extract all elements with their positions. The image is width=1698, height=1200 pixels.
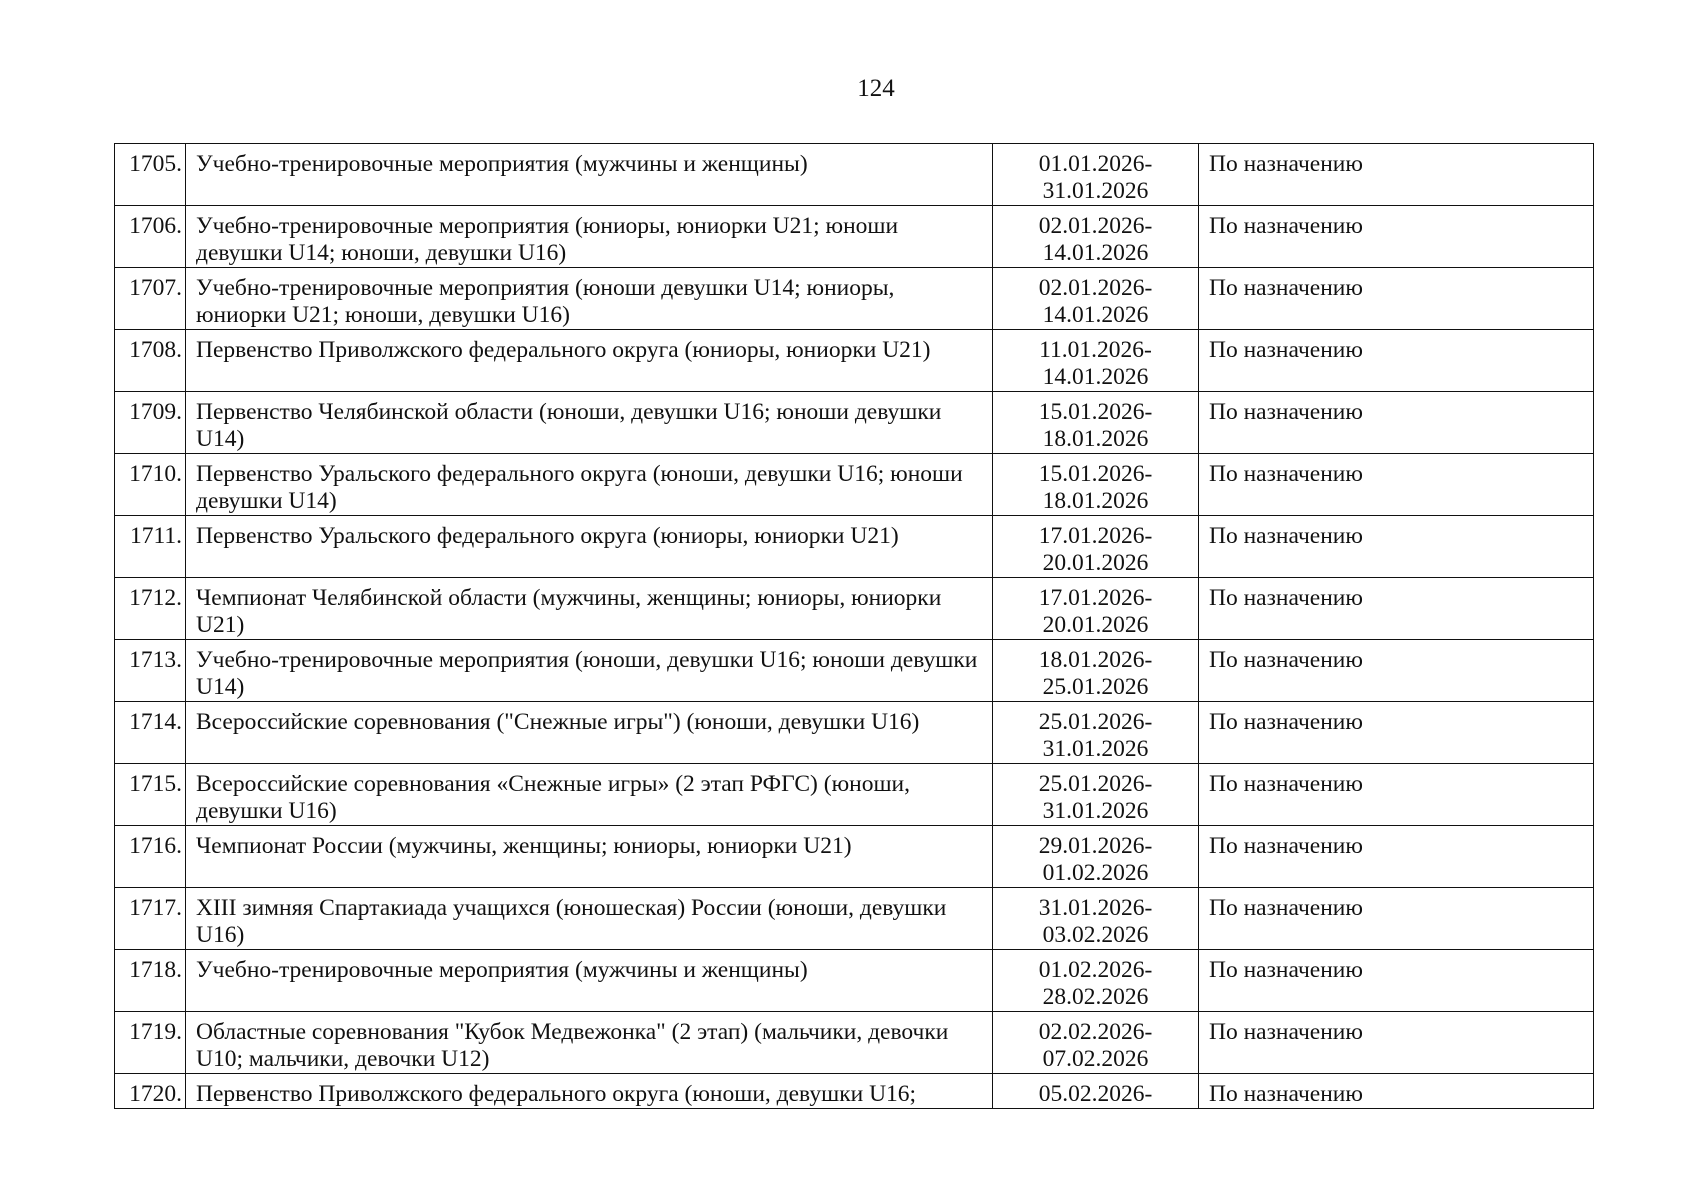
event-place: По назначению xyxy=(1199,1074,1594,1109)
event-name: Учебно-тренировочные мероприятия (юноши девушки U14; юниоры, юниорки U21; юноши, девушки U16) xyxy=(186,268,993,330)
event-name: Первенство Уральского федерального округа (юноши, девушки U16; юноши девушки U14) xyxy=(186,454,993,516)
event-name: Учебно-тренировочные мероприятия (юноши, девушки U16; юноши девушки U14) xyxy=(186,640,993,702)
event-place: По назначению xyxy=(1199,206,1594,268)
date-end: 14.01.2026 xyxy=(1042,364,1149,390)
event-dates xyxy=(993,454,1199,516)
event-name: Всероссийские соревнования ("Снежные игры") (юноши, девушки U16) xyxy=(186,702,993,764)
date-end: 31.01.2026 xyxy=(1042,178,1149,204)
table-row xyxy=(115,206,1594,268)
page-number: 124 xyxy=(857,75,895,102)
date-end: 03.02.2026 xyxy=(1042,922,1149,948)
date-start: 01.02.2026- xyxy=(1038,957,1153,983)
date-start: 01.01.2026- xyxy=(1038,151,1153,177)
row-number: 1720. xyxy=(115,1074,186,1109)
date-end: 28.02.2026 xyxy=(1042,984,1149,1010)
row-number: 1710. xyxy=(115,454,186,516)
table-row xyxy=(115,516,1594,578)
row-number: 1716. xyxy=(115,826,186,888)
date-start: 31.01.2026- xyxy=(1038,895,1153,921)
event-place: По назначению xyxy=(1199,764,1594,826)
date-start: 29.01.2026- xyxy=(1038,833,1153,859)
event-place: По назначению xyxy=(1199,392,1594,454)
event-dates xyxy=(993,1012,1199,1074)
table-row xyxy=(115,826,1594,888)
table-row xyxy=(115,454,1594,516)
date-end: 31.01.2026 xyxy=(1042,798,1149,824)
event-place: По назначению xyxy=(1199,454,1594,516)
date-start: 02.01.2026- xyxy=(1038,275,1153,301)
row-number: 1718. xyxy=(115,950,186,1012)
event-place: По назначению xyxy=(1199,1012,1594,1074)
event-dates xyxy=(993,950,1199,1012)
table-row xyxy=(115,764,1594,826)
event-name: Первенство Приволжского федерального округа (юноши, девушки U16; xyxy=(186,1074,993,1109)
event-place: По назначению xyxy=(1199,268,1594,330)
event-dates xyxy=(993,578,1199,640)
event-name: Учебно-тренировочные мероприятия (мужчины и женщины) xyxy=(186,950,993,1012)
date-end: 14.01.2026 xyxy=(1042,240,1149,266)
event-place: По назначению xyxy=(1199,516,1594,578)
row-number: 1711. xyxy=(115,516,186,578)
event-name: XIII зимняя Спартакиада учащихся (юношеская) России (юноши, девушки U16) xyxy=(186,888,993,950)
date-start: 02.02.2026- xyxy=(1038,1019,1153,1045)
table-row xyxy=(115,268,1594,330)
event-place: По назначению xyxy=(1199,826,1594,888)
row-number: 1709. xyxy=(115,392,186,454)
table-row xyxy=(115,330,1594,392)
event-name: Первенство Приволжского федерального округа (юниоры, юниорки U21) xyxy=(186,330,993,392)
table-row xyxy=(115,702,1594,764)
table-row xyxy=(115,950,1594,1012)
event-place: По назначению xyxy=(1199,144,1594,206)
event-dates xyxy=(993,1074,1199,1109)
row-number: 1714. xyxy=(115,702,186,764)
events-table xyxy=(114,143,1594,1109)
event-name: Всероссийские соревнования «Снежные игры» (2 этап РФГС) (юноши, девушки U16) xyxy=(186,764,993,826)
date-start: 02.01.2026- xyxy=(1038,213,1153,239)
row-number: 1705. xyxy=(115,144,186,206)
date-start: 17.01.2026- xyxy=(1038,585,1153,611)
event-name: Чемпионат Челябинской области (мужчины, женщины; юниоры, юниорки U21) xyxy=(186,578,993,640)
table-row xyxy=(115,392,1594,454)
event-dates xyxy=(993,764,1199,826)
event-place: По назначению xyxy=(1199,950,1594,1012)
date-end: 18.01.2026 xyxy=(1042,426,1149,452)
table-row xyxy=(115,1012,1594,1074)
row-number: 1712. xyxy=(115,578,186,640)
event-dates xyxy=(993,826,1199,888)
event-dates xyxy=(993,702,1199,764)
table-row xyxy=(115,578,1594,640)
row-number: 1708. xyxy=(115,330,186,392)
date-start: 11.01.2026- xyxy=(1039,337,1152,363)
row-number: 1717. xyxy=(115,888,186,950)
event-dates xyxy=(993,144,1199,206)
event-name: Областные соревнования "Кубок Медвежонка" (2 этап) (мальчики, девочки U10; мальчики, девочки U12) xyxy=(186,1012,993,1074)
row-number: 1706. xyxy=(115,206,186,268)
event-name: Учебно-тренировочные мероприятия (юниоры, юниорки U21; юноши девушки U14; юноши, девушки U16) xyxy=(186,206,993,268)
event-dates xyxy=(993,516,1199,578)
events-table-body xyxy=(115,144,1594,1109)
table-row xyxy=(115,640,1594,702)
date-end: 20.01.2026 xyxy=(1042,550,1149,576)
event-dates xyxy=(993,640,1199,702)
date-start: 15.01.2026- xyxy=(1038,461,1153,487)
date-end: 18.01.2026 xyxy=(1042,488,1149,514)
date-start: 05.02.2026- xyxy=(1038,1081,1153,1107)
event-place: По назначению xyxy=(1199,330,1594,392)
event-name: Первенство Уральского федерального округа (юниоры, юниорки U21) xyxy=(186,516,993,578)
row-number: 1707. xyxy=(115,268,186,330)
event-dates xyxy=(993,392,1199,454)
event-place: По назначению xyxy=(1199,888,1594,950)
date-start: 17.01.2026- xyxy=(1038,523,1153,549)
date-start: 15.01.2026- xyxy=(1038,399,1153,425)
date-start: 18.01.2026- xyxy=(1038,647,1153,673)
event-place: По назначению xyxy=(1199,578,1594,640)
date-end: 01.02.2026 xyxy=(1042,860,1149,886)
date-end: 07.02.2026 xyxy=(1042,1046,1149,1072)
row-number: 1713. xyxy=(115,640,186,702)
event-name: Первенство Челябинской области (юноши, девушки U16; юноши девушки U14) xyxy=(186,392,993,454)
event-dates xyxy=(993,268,1199,330)
date-end: 20.01.2026 xyxy=(1042,612,1149,638)
event-name: Чемпионат России (мужчины, женщины; юниоры, юниорки U21) xyxy=(186,826,993,888)
date-start: 25.01.2026- xyxy=(1038,771,1153,797)
date-end: 31.01.2026 xyxy=(1042,736,1149,762)
event-dates xyxy=(993,206,1199,268)
table-row xyxy=(115,888,1594,950)
row-number: 1715. xyxy=(115,764,186,826)
table-row xyxy=(115,1074,1594,1109)
date-end: 14.01.2026 xyxy=(1042,302,1149,328)
event-dates xyxy=(993,330,1199,392)
event-place: По назначению xyxy=(1199,640,1594,702)
table-row xyxy=(115,144,1594,206)
event-name: Учебно-тренировочные мероприятия (мужчины и женщины) xyxy=(186,144,993,206)
date-end: 25.01.2026 xyxy=(1042,674,1149,700)
date-start: 25.01.2026- xyxy=(1038,709,1153,735)
event-place: По назначению xyxy=(1199,702,1594,764)
row-number: 1719. xyxy=(115,1012,186,1074)
event-dates xyxy=(993,888,1199,950)
